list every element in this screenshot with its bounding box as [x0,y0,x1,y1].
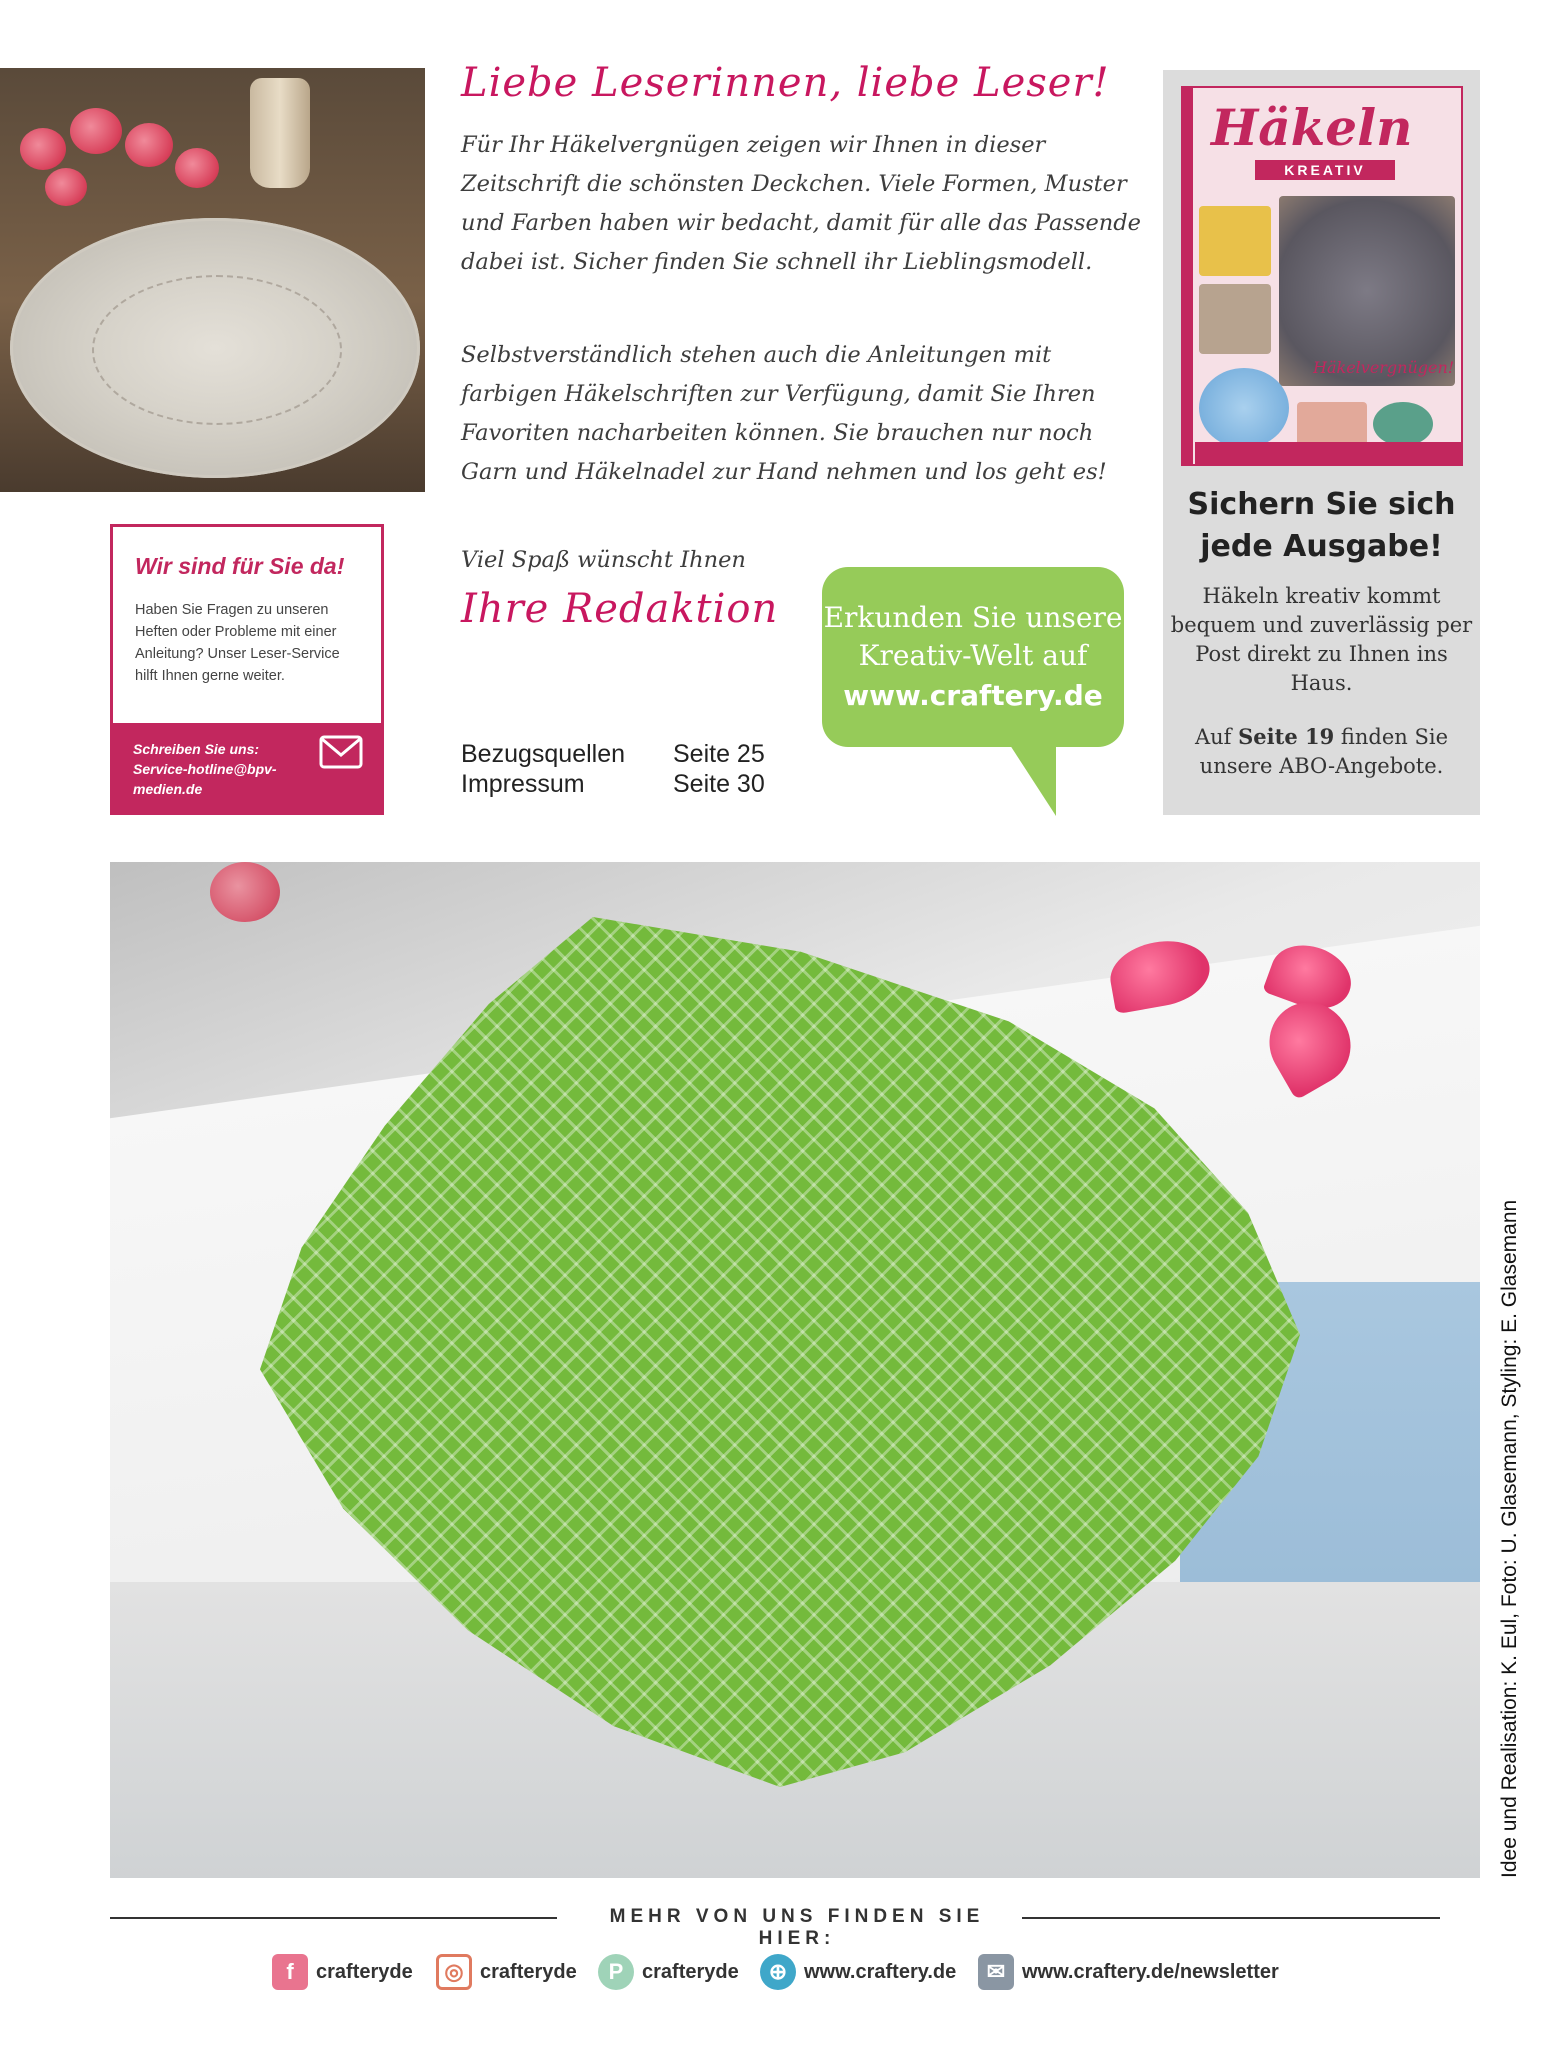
cover-photo [1199,206,1271,276]
rose-decor [70,108,122,154]
white-doily [10,218,420,478]
cover-footer [1195,442,1463,464]
cover-photo [1297,402,1367,446]
craftery-bubble[interactable] [822,567,1124,747]
abo-offer-suffix: finden Sie unsere ABO-Angebote. [1199,725,1449,778]
rose-decor [125,123,173,167]
facebook-label: crafteryde [316,1960,413,1983]
abo-headline: Sichern Sie sich jede Ausgabe! [1187,487,1456,564]
index-page-impressum: Seite 30 [673,770,765,798]
contact-title: Wir sind für Sie da! [135,553,345,579]
pinterest-icon: P [598,1954,634,1990]
cover-photo [1373,402,1433,446]
instagram-label: crafteryde [480,1960,577,1983]
abo-box [1163,70,1480,815]
abo-offer-page: Seite 19 [1238,724,1335,749]
cover-tagline: Häkelvergnügen! [1313,358,1455,377]
cover-photo [1199,284,1271,354]
cover-subtitle: KREATIV [1255,160,1395,180]
contact-footer [113,723,381,812]
magazine-cover[interactable] [1181,86,1463,466]
bubble-line-2: Kreativ-Welt auf [858,639,1088,672]
green-doily-photo [110,862,1480,1878]
photo-credit: Idee und Realisation: K. Eul, Foto: U. Glasemann, Styling: E. Glasemann [1498,1199,1521,1878]
contact-box [110,524,384,815]
footer-rule-right [1022,1917,1440,1919]
globe-icon: ⊕ [760,1954,796,1990]
footer-link-newsletter[interactable] [978,1952,1279,1992]
cover-title: Häkeln [1211,98,1413,157]
index-page-bezugsquellen: Seite 25 [673,740,765,768]
abo-text: Häkeln kreativ kommt bequem und zuverlässig per Post direkt zu Ihnen ins Haus. [1170,584,1473,695]
facebook-icon: f [272,1954,308,1990]
newsletter-label: www.craftery.de/newsletter [1022,1960,1279,1983]
abo-offer-prefix: Auf [1194,725,1239,749]
jug-decor [250,78,310,188]
footer-title: MEHR VON UNS FINDEN SIE HIER: [609,1906,985,1949]
cover-stripe [1183,88,1193,464]
footer-rule-left [110,1917,557,1919]
bubble-line-1: Erkunden Sie unsere [823,601,1123,634]
footer-link-website[interactable] [760,1952,956,1992]
doily-photo-top [0,68,425,492]
editorial-paragraph-1: Für Ihr Häkelvergnügen zeigen wir Ihnen in dieser Zeitschrift die schönsten Deckchen. Viele Formen, Muster und Farben haben wir bedacht, damit für alle das Passende dabei ist. Sicher finden Sie schnell ihr Lieblingsmodell. [461,132,1141,275]
mail-icon [319,735,363,769]
footer-link-pinterest[interactable] [598,1952,739,1992]
editorial-signature: Ihre Redaktion [461,586,779,632]
bubble-url-link[interactable]: www.craftery.de [843,679,1103,712]
editorial-paragraph-2: Selbstverständlich stehen auch die Anleitungen mit farbigen Häkelschriften zur Verfügung, damit Sie Ihren Favoriten nacharbeiten können. Sie brauchen nur noch Garn und Häkelnadel zur Hand nehmen und los geht es! [461,342,1107,485]
flower-decor [210,862,280,922]
footer-link-facebook[interactable] [272,1952,413,1992]
cover-photo [1199,368,1289,448]
rose-decor [175,148,219,188]
editorial-heading: Liebe Leserinnen, liebe Leser! [461,60,1110,106]
rose-decor [45,168,87,206]
editorial-greeting: Viel Spaß wünscht Ihnen [461,547,746,573]
rose-decor [20,128,66,170]
index-label-bezugsquellen: Bezugsquellen [461,740,626,768]
footer-link-instagram[interactable] [436,1952,577,1992]
pinterest-label: crafteryde [642,1960,739,1983]
instagram-icon: ◎ [436,1954,472,1990]
mail-icon: ✉ [978,1954,1014,1990]
contact-write [133,739,293,799]
bubble-tail [1008,742,1056,816]
index-label-impressum: Impressum [461,770,585,798]
abo-offer-text [1163,722,1480,781]
contact-email-link[interactable]: Service-hotline@bpv-medien.de [133,761,277,797]
contact-text: Haben Sie Fragen zu unseren Heften oder Probleme mit einer Anleitung? Unser Leser-Service hilft Ihnen gerne weiter. [135,602,340,684]
website-label: www.craftery.de [804,1960,957,1983]
contact-write-label: Schreiben Sie uns: [133,741,260,757]
